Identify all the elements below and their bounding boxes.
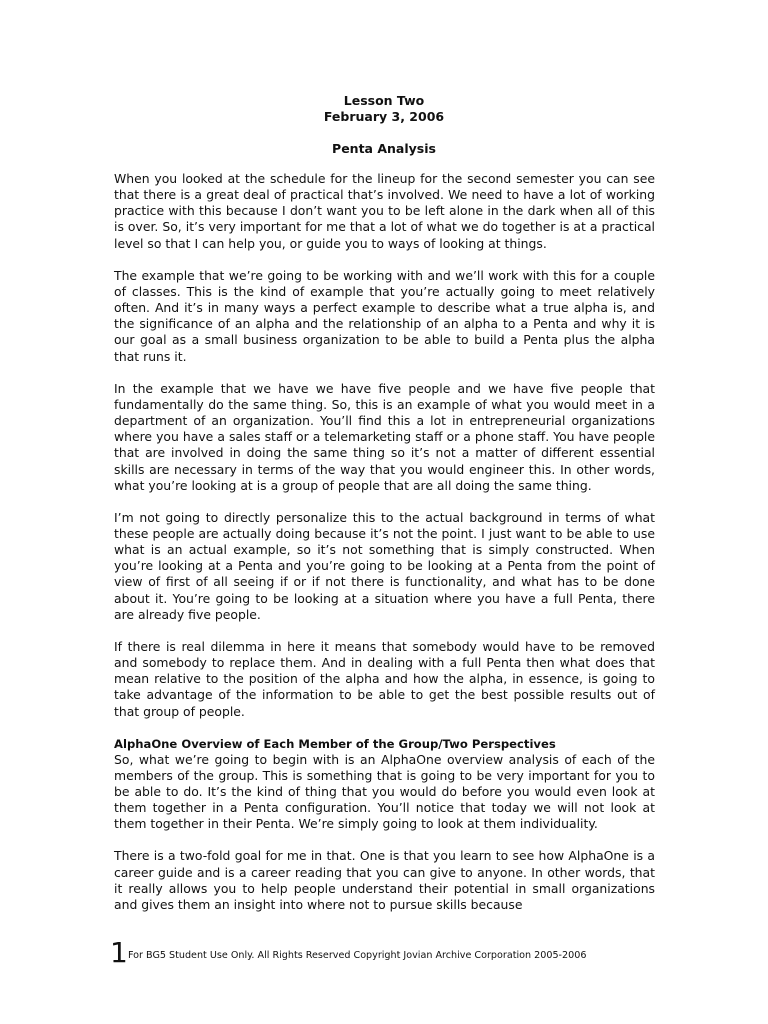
page-footer <box>110 938 670 968</box>
document-body <box>114 171 655 929</box>
lesson-label: Lesson Two <box>343 93 425 108</box>
page-number: 1 <box>110 936 128 969</box>
body-paragraph-5: If there is real dilemma in here it means that somebody would have to be removed and somebody to replace them. And in dealing with a full Penta then what does that mean relative to the position of the alpha and how the alpha, in essence, is going to take advantage of the information to be able to get the best possible results out of that group of people. <box>114 638 655 719</box>
lesson-header <box>114 93 654 157</box>
lesson-date: February 3, 2006 <box>323 109 445 124</box>
document-title: Penta Analysis <box>332 141 436 156</box>
section-paragraph-1: So, what we’re going to begin with is an AlphaOne overview analysis of each of the members of the group. This is something that is going to be very important for you to be able to do. It’s the kind of thing that you would do before you would even look at them together in a Penta configuration. You’ll notice that today we will not look at them together in their Penta. We’re simply going to look at them individuality. <box>114 751 655 832</box>
copyright-notice: For BG5 Student Use Only. All Rights Reserved Copyright Jovian Archive Corporation 2005-2006 <box>128 950 587 961</box>
body-paragraph-2: The example that we’re going to be working with and we’ll work with this for a couple of classes. This is the kind of example that you’re actually going to meet relatively often. And it’s in many ways a perfect example to describe what a true alpha is, and the significance of an alpha and the relationship of an alpha to a Penta and why it is our goal as a small business organization to be able to build a Penta plus the alpha that runs it. <box>114 267 655 364</box>
section-paragraph-2: There is a two-fold goal for me in that. One is that you learn to see how AlphaOne is a career guide and is a career reading that you can give to anyone. In other words, that it really allows you to help people understand their potential in small organizations and gives them an insight into where not to pursue skills because <box>114 848 655 912</box>
body-paragraph-3: In the example that we have we have five people and we have five people that fundamentally do the same thing. So, this is an example of what you would meet in a department of an organization. You’ll find this a lot in entrepreneurial organizations where you have a sales staff or a telemarketing staff or a phone staff. You have people that are involved in doing the same thing so it’s not a matter of different essential skills are necessary in terms of the way that you would engineer this. In other words, what you’re looking at is a group of people that are all doing the same thing. <box>114 380 655 493</box>
body-paragraph-4: I’m not going to directly personalize this to the actual background in terms of what these people are actually doing because it’s not the point. I just want to be able to use what is an actual example, so it’s not something that is simply constructed. When you’re looking at a Penta and you’re going to be looking at a Penta from the point of view of first of all seeing if or if not there is functionality, and what has to be done about it. You’re going to be looking at a situation where you have a full Penta, there are already five people. <box>114 509 655 622</box>
section-heading: AlphaOne Overview of Each Member of the Group/Two Perspectives <box>114 736 556 751</box>
body-paragraph-1: When you looked at the schedule for the lineup for the second semester you can see that there is a great deal of practical that’s involved. We need to have a lot of working practice with this because I don’t want you to be left alone in the dark when all of this is over. So, it’s very important for me that a lot of what we do together is at a practical level so that I can help you, or guide you to ways of looking at things. <box>114 171 655 251</box>
